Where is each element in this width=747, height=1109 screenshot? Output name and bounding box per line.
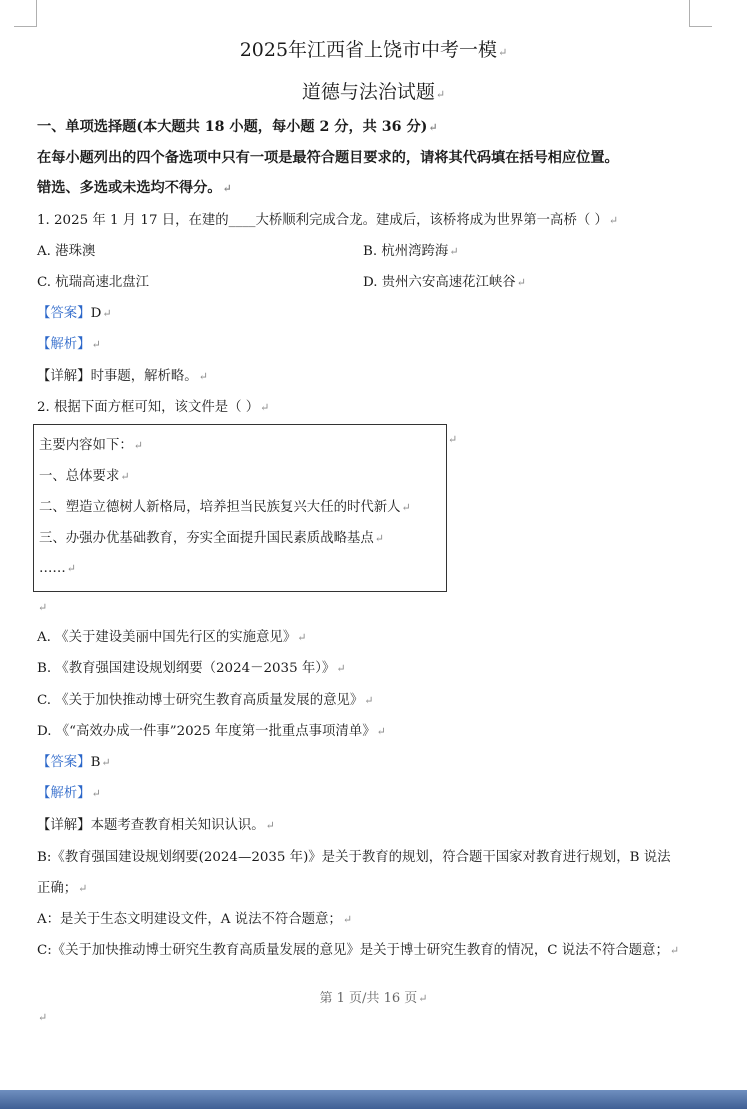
q2-option-c: C. 《关于加快推动博士研究生教育高质量发展的意见》↵ [37, 693, 374, 708]
document-title: 2025年江西省上饶市中考一模↵ [239, 39, 508, 61]
q2-option-d: D. 《“高效办成一件事”2025 年度第一批重点事项清单》↵ [37, 724, 386, 739]
q1-answer: 【答案】D↵ [37, 306, 112, 321]
box-line-4: 三、办强办优基础教育，夯实全面提升国民素质战略基点↵ [39, 531, 384, 546]
q2-explain-c: C:《关于加快推动博士研究生教育高质量发展的意见》是关于博士研究生教育的情况，C 说法不符合题意；↵ [37, 943, 680, 958]
q1-option-d: D. 贵州六安高速花江峡谷↵ [363, 275, 526, 290]
box-line-2: 一、总体要求↵ [39, 469, 130, 484]
window-bottom-bar [0, 1090, 747, 1109]
instruction-line-1: 在每小题列出的四个备选项中只有一项是最符合题目要求的，请将其代码填在括号相应位置。 [37, 150, 619, 166]
q1-option-c: C. 杭瑞高速北盘江 [37, 275, 150, 290]
q2-explain-b-line-1: B:《教育强国建设规划纲要(2024—2035 年)》是关于教育的规划，符合题干国家对教育进行规划，B 说法 [37, 850, 671, 865]
q2-analysis: 【解析】↵ [37, 786, 101, 801]
q2-answer: 【答案】B↵ [37, 755, 111, 770]
page-footer: 第 1 页/共 16 页↵ [319, 991, 428, 1006]
q2-detail: 【详解】本题考查教育相关知识认识。↵ [37, 818, 275, 833]
q2-option-b: B. 《教育强国建设规划纲要（2024－2035 年）》↵ [37, 661, 346, 676]
q2-content-box [33, 424, 447, 592]
q1-option-b: B. 杭州湾跨海↵ [363, 244, 459, 259]
q1-option-a: A. 港珠澳 [37, 244, 96, 259]
q1-stem: 1. 2025 年 1 月 17 日，在建的____大桥顺利完成合龙。建成后，该桥将成为世界第一高桥（ ）↵ [37, 213, 619, 228]
document-subtitle: 道德与法治试题↵ [301, 81, 446, 103]
q2-explain-b-line-2: 正确；↵ [37, 881, 88, 896]
q2-option-a: A. 《关于建设美丽中国先行区的实施意见》↵ [37, 630, 307, 645]
box-paragraph-mark: ↵ [448, 433, 458, 446]
section-heading: 一、单项选择题(本大题共 18 小题，每小题 2 分，共 36 分)↵ [37, 119, 438, 135]
box-line-5: ……↵ [39, 561, 76, 576]
box-line-1: 主要内容如下：↵ [39, 438, 143, 453]
instruction-line-2: 错选、多选或未选均不得分。↵ [37, 180, 232, 196]
page-corner-mark-top-left [14, 0, 37, 27]
footer-paragraph-mark: ↵ [38, 1011, 48, 1024]
box-line-3: 二、塑造立德树人新格局，培养担当民族复兴大任的时代新人↵ [39, 500, 411, 515]
page-corner-mark-top-right [689, 0, 712, 27]
empty-paragraph-mark: ↵ [38, 601, 48, 614]
q1-detail: 【详解】时事题，解析略。↵ [37, 369, 208, 384]
q2-explain-a: A：是关于生态文明建设文件，A 说法不符合题意；↵ [37, 912, 353, 927]
q2-stem: 2. 根据下面方框可知，该文件是（ ）↵ [37, 400, 270, 415]
q1-analysis: 【解析】↵ [37, 337, 101, 352]
